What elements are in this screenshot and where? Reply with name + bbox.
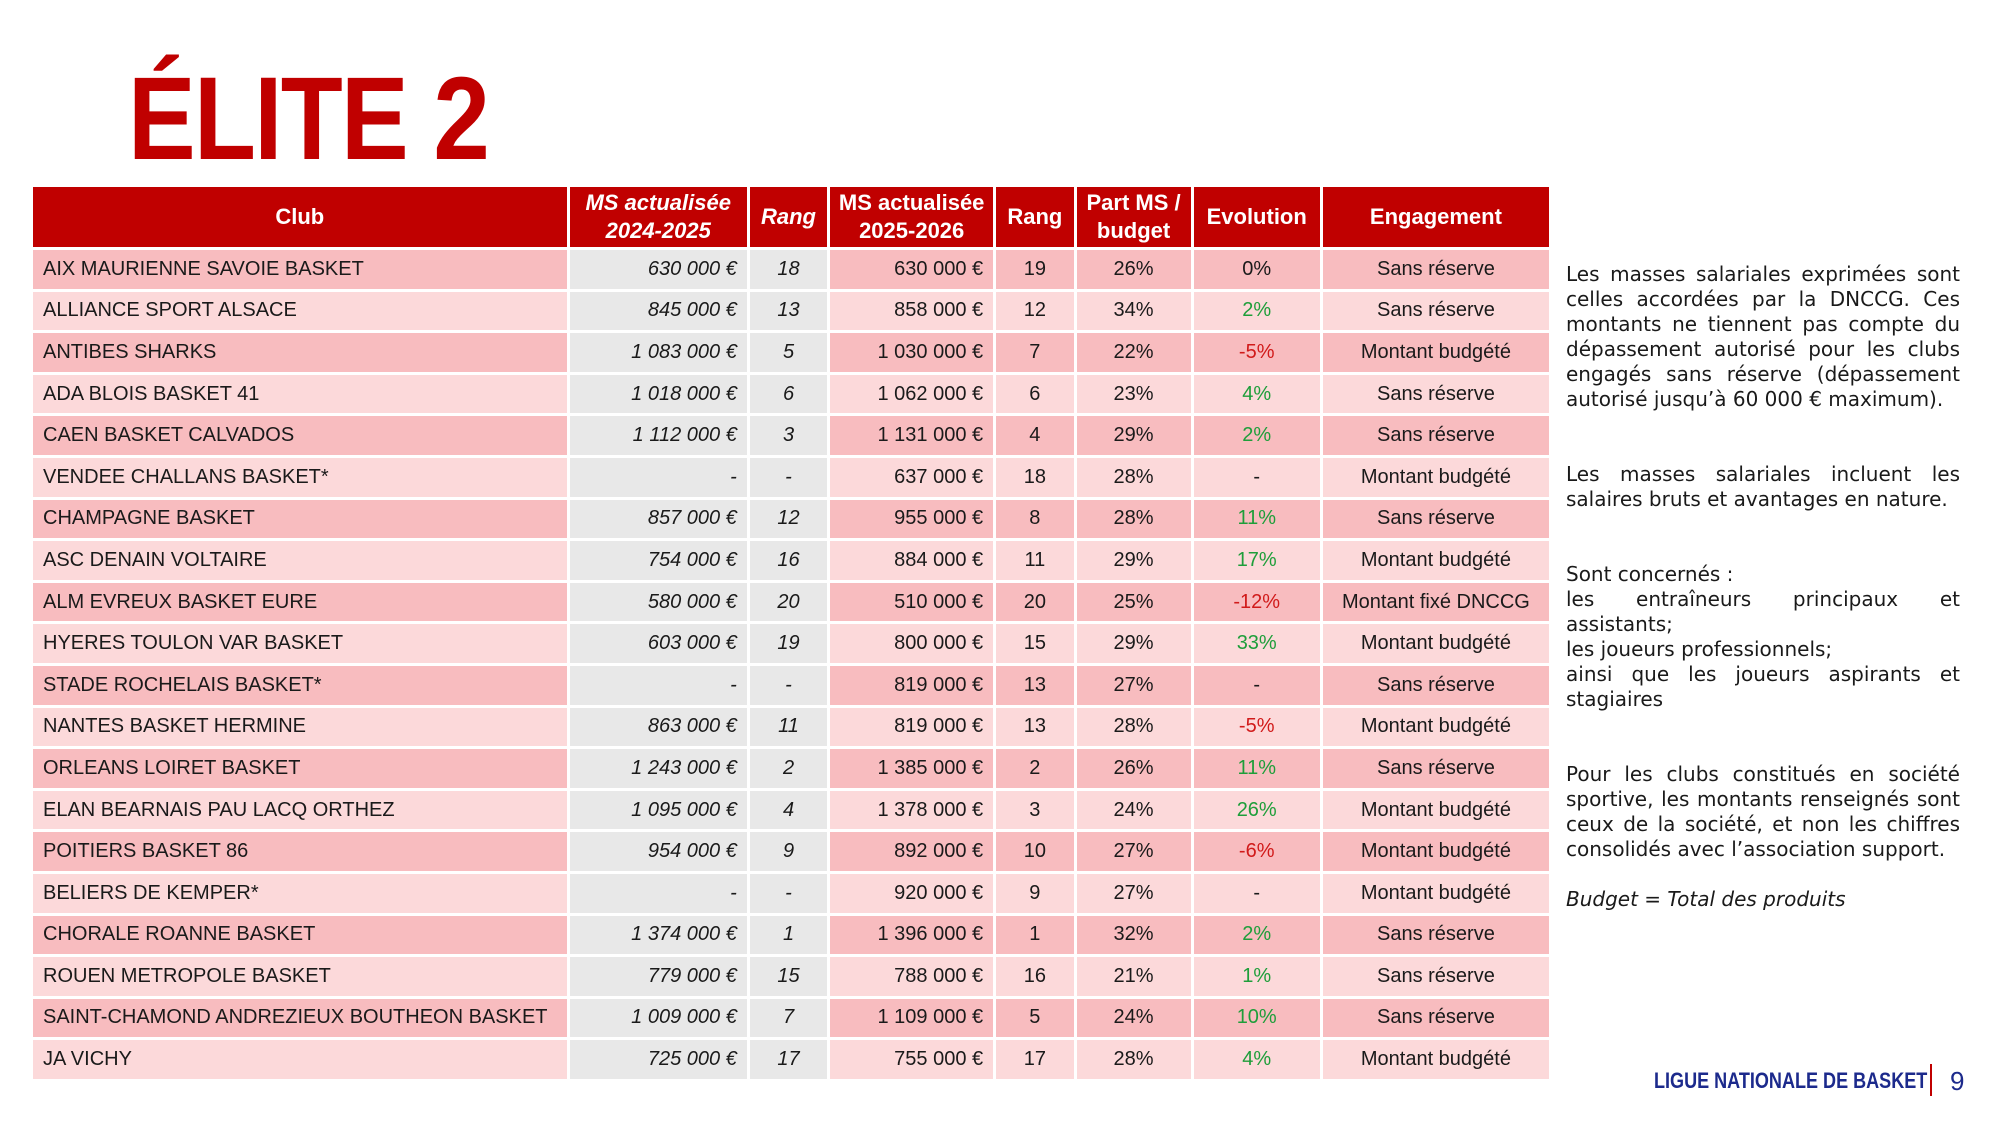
cell-rang-cur: 10 (996, 832, 1073, 871)
cell-rang-cur: 3 (996, 791, 1073, 830)
cell-rang-cur: 8 (996, 500, 1073, 539)
cell-engagement: Sans réserve (1323, 749, 1549, 788)
cell-part: 27% (1077, 666, 1191, 705)
cell-evolution: - (1194, 874, 1320, 913)
cell-part: 24% (1077, 791, 1191, 830)
cell-ms-cur: 955 000 € (830, 500, 993, 539)
cell-rang-cur: 15 (996, 624, 1073, 663)
cell-ms-prev: 1 243 000 € (570, 749, 747, 788)
cell-club: JA VICHY (33, 1040, 567, 1079)
cell-ms-prev: 845 000 € (570, 292, 747, 331)
cell-ms-cur: 892 000 € (830, 832, 993, 871)
table-row (33, 874, 1549, 913)
cell-ms-cur: 819 000 € (830, 708, 993, 747)
cell-part: 29% (1077, 416, 1191, 455)
cell-engagement: Montant budgété (1323, 333, 1549, 372)
cell-part: 28% (1077, 500, 1191, 539)
table-row (33, 916, 1549, 955)
cell-ms-prev: - (570, 458, 747, 497)
cell-engagement: Montant budgété (1323, 541, 1549, 580)
cell-rang-prev: 4 (750, 791, 827, 830)
cell-ms-prev: 754 000 € (570, 541, 747, 580)
cell-evolution: 26% (1194, 791, 1320, 830)
footer-organization: LIGUE NATIONALE DE BASKET (1654, 1068, 1928, 1093)
cell-rang-prev: 18 (750, 250, 827, 289)
cell-rang-cur: 16 (996, 957, 1073, 996)
cell-ms-cur: 1 062 000 € (830, 375, 993, 414)
cell-rang-prev: 15 (750, 957, 827, 996)
table-row (33, 1040, 1549, 1079)
cell-club: ASC DENAIN VOLTAIRE (33, 541, 567, 580)
cell-ms-cur: 1 030 000 € (830, 333, 993, 372)
cell-engagement: Sans réserve (1323, 250, 1549, 289)
table-row (33, 583, 1549, 622)
cell-club: ALM EVREUX BASKET EURE (33, 583, 567, 622)
table-row (33, 708, 1549, 747)
cell-rang-cur: 20 (996, 583, 1073, 622)
cell-rang-prev: 1 (750, 916, 827, 955)
cell-evolution: 10% (1194, 999, 1320, 1038)
cell-club: ROUEN METROPOLE BASKET (33, 957, 567, 996)
cell-ms-cur: 1 378 000 € (830, 791, 993, 830)
table-row (33, 292, 1549, 331)
page-title: ÉLITE 2 (128, 53, 489, 185)
header-part (1077, 187, 1191, 247)
header-ms-prev-line2: 2024-2025 (605, 218, 711, 243)
salary-table (30, 184, 1552, 1082)
cell-ms-prev: 1 095 000 € (570, 791, 747, 830)
cell-rang-cur: 17 (996, 1040, 1073, 1079)
cell-ms-prev: 1 009 000 € (570, 999, 747, 1038)
cell-engagement: Montant fixé DNCCG (1323, 583, 1549, 622)
cell-evolution: 2% (1194, 416, 1320, 455)
cell-rang-prev: 5 (750, 333, 827, 372)
cell-part: 23% (1077, 375, 1191, 414)
cell-evolution: -5% (1194, 333, 1320, 372)
table-row (33, 541, 1549, 580)
cell-engagement: Montant budgété (1323, 832, 1549, 871)
table-row (33, 458, 1549, 497)
header-part-line2: budget (1096, 218, 1171, 243)
cell-club: ADA BLOIS BASKET 41 (33, 375, 567, 414)
cell-evolution: 11% (1194, 500, 1320, 539)
cell-ms-cur: 788 000 € (830, 957, 993, 996)
cell-club: ELAN BEARNAIS PAU LACQ ORTHEZ (33, 791, 567, 830)
cell-rang-cur: 2 (996, 749, 1073, 788)
table-row (33, 250, 1549, 289)
cell-ms-cur: 637 000 € (830, 458, 993, 497)
cell-rang-cur: 13 (996, 666, 1073, 705)
cell-engagement: Montant budgété (1323, 791, 1549, 830)
cell-ms-prev: 1 374 000 € (570, 916, 747, 955)
cell-engagement: Montant budgété (1323, 874, 1549, 913)
cell-club: CHAMPAGNE BASKET (33, 500, 567, 539)
cell-evolution: 11% (1194, 749, 1320, 788)
cell-evolution: 2% (1194, 916, 1320, 955)
cell-evolution: 4% (1194, 1040, 1320, 1079)
cell-rang-prev: 9 (750, 832, 827, 871)
cell-part: 26% (1077, 749, 1191, 788)
cell-rang-prev: 2 (750, 749, 827, 788)
cell-engagement: Sans réserve (1323, 375, 1549, 414)
cell-part: 28% (1077, 708, 1191, 747)
header-ms-cur-line2: 2025-2026 (859, 218, 965, 243)
cell-club: STADE ROCHELAIS BASKET* (33, 666, 567, 705)
cell-rang-prev: 7 (750, 999, 827, 1038)
cell-club: BELIERS DE KEMPER* (33, 874, 567, 913)
cell-engagement: Sans réserve (1323, 916, 1549, 955)
table-row (33, 333, 1549, 372)
cell-rang-prev: 3 (750, 416, 827, 455)
cell-rang-prev: 6 (750, 375, 827, 414)
notes-panel (1566, 262, 1960, 912)
cell-rang-prev: 12 (750, 500, 827, 539)
cell-part: 24% (1077, 999, 1191, 1038)
header-club: Club (33, 187, 567, 247)
cell-club: POITIERS BASKET 86 (33, 832, 567, 871)
note-concerned-intro: Sont concernés : (1566, 562, 1734, 586)
cell-club: CHORALE ROANNE BASKET (33, 916, 567, 955)
cell-ms-cur: 1 396 000 € (830, 916, 993, 955)
cell-club: HYERES TOULON VAR BASKET (33, 624, 567, 663)
cell-rang-cur: 13 (996, 708, 1073, 747)
table-row (33, 832, 1549, 871)
cell-rang-prev: 13 (750, 292, 827, 331)
note-concerned-aspirants: ainsi que les joueurs aspirants et stagiaires (1566, 662, 1960, 711)
cell-part: 29% (1077, 624, 1191, 663)
cell-part: 25% (1077, 583, 1191, 622)
table-row (33, 749, 1549, 788)
cell-ms-prev: 630 000 € (570, 250, 747, 289)
cell-part: 32% (1077, 916, 1191, 955)
cell-rang-cur: 9 (996, 874, 1073, 913)
page-number: 9 (1950, 1066, 1965, 1096)
cell-rang-prev: - (750, 874, 827, 913)
cell-club: SAINT-CHAMOND ANDREZIEUX BOUTHEON BASKET (33, 999, 567, 1038)
table-row (33, 666, 1549, 705)
table-row (33, 791, 1549, 830)
cell-rang-prev: 20 (750, 583, 827, 622)
header-ms-cur (830, 187, 993, 247)
table-row (33, 957, 1549, 996)
note-concerned-pros: les joueurs professionnels; (1566, 637, 1833, 661)
cell-rang-cur: 7 (996, 333, 1073, 372)
header-rang-prev: Rang (750, 187, 827, 247)
cell-ms-prev: 954 000 € (570, 832, 747, 871)
cell-ms-prev: - (570, 874, 747, 913)
cell-evolution: 1% (1194, 957, 1320, 996)
header-engagement: Engagement (1323, 187, 1549, 247)
cell-engagement: Montant budgété (1323, 708, 1549, 747)
cell-engagement: Sans réserve (1323, 666, 1549, 705)
cell-engagement: Sans réserve (1323, 957, 1549, 996)
cell-ms-prev: 1 112 000 € (570, 416, 747, 455)
cell-club: ORLEANS LOIRET BASKET (33, 749, 567, 788)
footer-divider (1930, 1064, 1932, 1096)
cell-ms-prev: 580 000 € (570, 583, 747, 622)
cell-rang-cur: 6 (996, 375, 1073, 414)
cell-engagement: Montant budgété (1323, 1040, 1549, 1079)
note-salaries-content: Les masses salariales incluent les salaires bruts et avantages en nature. (1566, 462, 1960, 511)
cell-evolution: -5% (1194, 708, 1320, 747)
cell-rang-prev: 16 (750, 541, 827, 580)
cell-evolution: -6% (1194, 832, 1320, 871)
header-ms-prev (570, 187, 747, 247)
header-part-line1: Part MS / (1086, 190, 1181, 215)
cell-part: 27% (1077, 874, 1191, 913)
header-ms-cur-line1: MS actualisée (838, 190, 985, 215)
cell-evolution: -12% (1194, 583, 1320, 622)
cell-engagement: Sans réserve (1323, 999, 1549, 1038)
note-budget-definition: Budget = Total des produits (1566, 887, 1846, 911)
cell-engagement: Sans réserve (1323, 500, 1549, 539)
table-row (33, 500, 1549, 539)
cell-rang-prev: - (750, 458, 827, 497)
note-company-clubs: Pour les clubs constitués en société sportive, les montants renseignés sont ceux de la société, et non les chiffres consolidés avec l’association support. (1566, 762, 1960, 861)
table-row (33, 624, 1549, 663)
header-ms-prev-line1: MS actualisée (585, 190, 731, 215)
cell-ms-cur: 884 000 € (830, 541, 993, 580)
cell-evolution: - (1194, 666, 1320, 705)
cell-rang-cur: 11 (996, 541, 1073, 580)
header-rang-cur: Rang (996, 187, 1073, 247)
cell-evolution: 33% (1194, 624, 1320, 663)
cell-rang-prev: 19 (750, 624, 827, 663)
cell-ms-cur: 819 000 € (830, 666, 993, 705)
cell-engagement: Montant budgété (1323, 624, 1549, 663)
cell-rang-cur: 1 (996, 916, 1073, 955)
cell-ms-cur: 800 000 € (830, 624, 993, 663)
cell-club: AIX MAURIENNE SAVOIE BASKET (33, 250, 567, 289)
cell-part: 34% (1077, 292, 1191, 331)
table-row (33, 375, 1549, 414)
cell-part: 21% (1077, 957, 1191, 996)
cell-evolution: 2% (1194, 292, 1320, 331)
cell-ms-cur: 510 000 € (830, 583, 993, 622)
cell-engagement: Montant budgété (1323, 458, 1549, 497)
cell-evolution: - (1194, 458, 1320, 497)
cell-part: 29% (1077, 541, 1191, 580)
cell-ms-prev: 603 000 € (570, 624, 747, 663)
cell-evolution: 17% (1194, 541, 1320, 580)
note-salaries-dnccg: Les masses salariales exprimées sont celles accordées par la DNCCG. Ces montants ne tiennent pas compte du dépassement autorisé pour les clubs engagés sans réserve (dépassement autorisé jusqu’à 60 000 € maximum). (1566, 262, 1960, 411)
cell-ms-cur: 1 385 000 € (830, 749, 993, 788)
cell-ms-cur: 630 000 € (830, 250, 993, 289)
cell-club: NANTES BASKET HERMINE (33, 708, 567, 747)
cell-ms-prev: 863 000 € (570, 708, 747, 747)
table-row (33, 416, 1549, 455)
note-concerned (1566, 562, 1960, 712)
cell-rang-cur: 19 (996, 250, 1073, 289)
cell-ms-cur: 1 131 000 € (830, 416, 993, 455)
cell-ms-prev: 725 000 € (570, 1040, 747, 1079)
cell-part: 28% (1077, 458, 1191, 497)
cell-part: 22% (1077, 333, 1191, 372)
cell-part: 26% (1077, 250, 1191, 289)
cell-ms-cur: 920 000 € (830, 874, 993, 913)
cell-part: 28% (1077, 1040, 1191, 1079)
header-evolution: Evolution (1194, 187, 1320, 247)
cell-ms-prev: 857 000 € (570, 500, 747, 539)
cell-ms-cur: 1 109 000 € (830, 999, 993, 1038)
cell-club: CAEN BASKET CALVADOS (33, 416, 567, 455)
cell-rang-cur: 5 (996, 999, 1073, 1038)
cell-club: ANTIBES SHARKS (33, 333, 567, 372)
cell-ms-cur: 858 000 € (830, 292, 993, 331)
table-row (33, 999, 1549, 1038)
cell-evolution: 4% (1194, 375, 1320, 414)
cell-rang-prev: 11 (750, 708, 827, 747)
cell-rang-prev: 17 (750, 1040, 827, 1079)
cell-club: ALLIANCE SPORT ALSACE (33, 292, 567, 331)
cell-club: VENDEE CHALLANS BASKET* (33, 458, 567, 497)
note-concerned-coaches: les entraîneurs principaux et assistants; (1566, 587, 1960, 636)
cell-engagement: Sans réserve (1323, 292, 1549, 331)
table-header-row (33, 187, 1549, 247)
cell-ms-cur: 755 000 € (830, 1040, 993, 1079)
cell-ms-prev: - (570, 666, 747, 705)
cell-ms-prev: 1 018 000 € (570, 375, 747, 414)
cell-rang-prev: - (750, 666, 827, 705)
cell-ms-prev: 1 083 000 € (570, 333, 747, 372)
cell-evolution: 0% (1194, 250, 1320, 289)
cell-rang-cur: 12 (996, 292, 1073, 331)
cell-ms-prev: 779 000 € (570, 957, 747, 996)
cell-rang-cur: 18 (996, 458, 1073, 497)
cell-rang-cur: 4 (996, 416, 1073, 455)
cell-part: 27% (1077, 832, 1191, 871)
cell-engagement: Sans réserve (1323, 416, 1549, 455)
